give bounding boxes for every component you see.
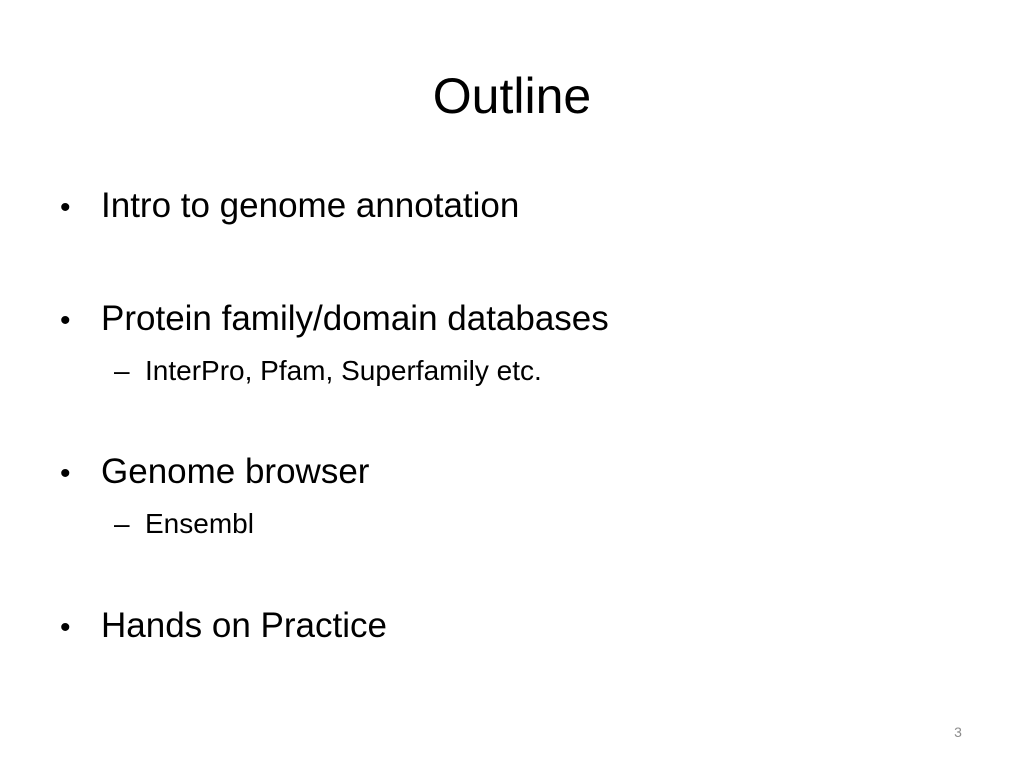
sub-bullet-text: InterPro, Pfam, Superfamily etc. (145, 355, 542, 386)
bullet-marker: • (60, 611, 71, 644)
slide-title: Outline (432, 68, 592, 124)
bullet-item (60, 185, 519, 229)
bullet-marker: • (60, 457, 71, 490)
sub-bullet-item (114, 354, 542, 388)
bullet-text: Hands on Practice (101, 606, 387, 645)
bullet-text: Protein family/domain databases (101, 299, 609, 338)
bullet-item (60, 451, 369, 495)
page-number: 3 (954, 724, 962, 740)
bullet-marker: • (60, 191, 71, 224)
bullet-text: Intro to genome annotation (101, 186, 520, 225)
bullet-text: Genome browser (101, 452, 370, 491)
sub-bullet-marker: – (114, 355, 130, 386)
sub-bullet-marker: – (114, 508, 130, 539)
bullet-item (60, 605, 387, 649)
bullet-marker: • (60, 304, 71, 337)
bullet-item (60, 298, 609, 342)
sub-bullet-text: Ensembl (145, 508, 254, 539)
sub-bullet-item (114, 507, 254, 541)
